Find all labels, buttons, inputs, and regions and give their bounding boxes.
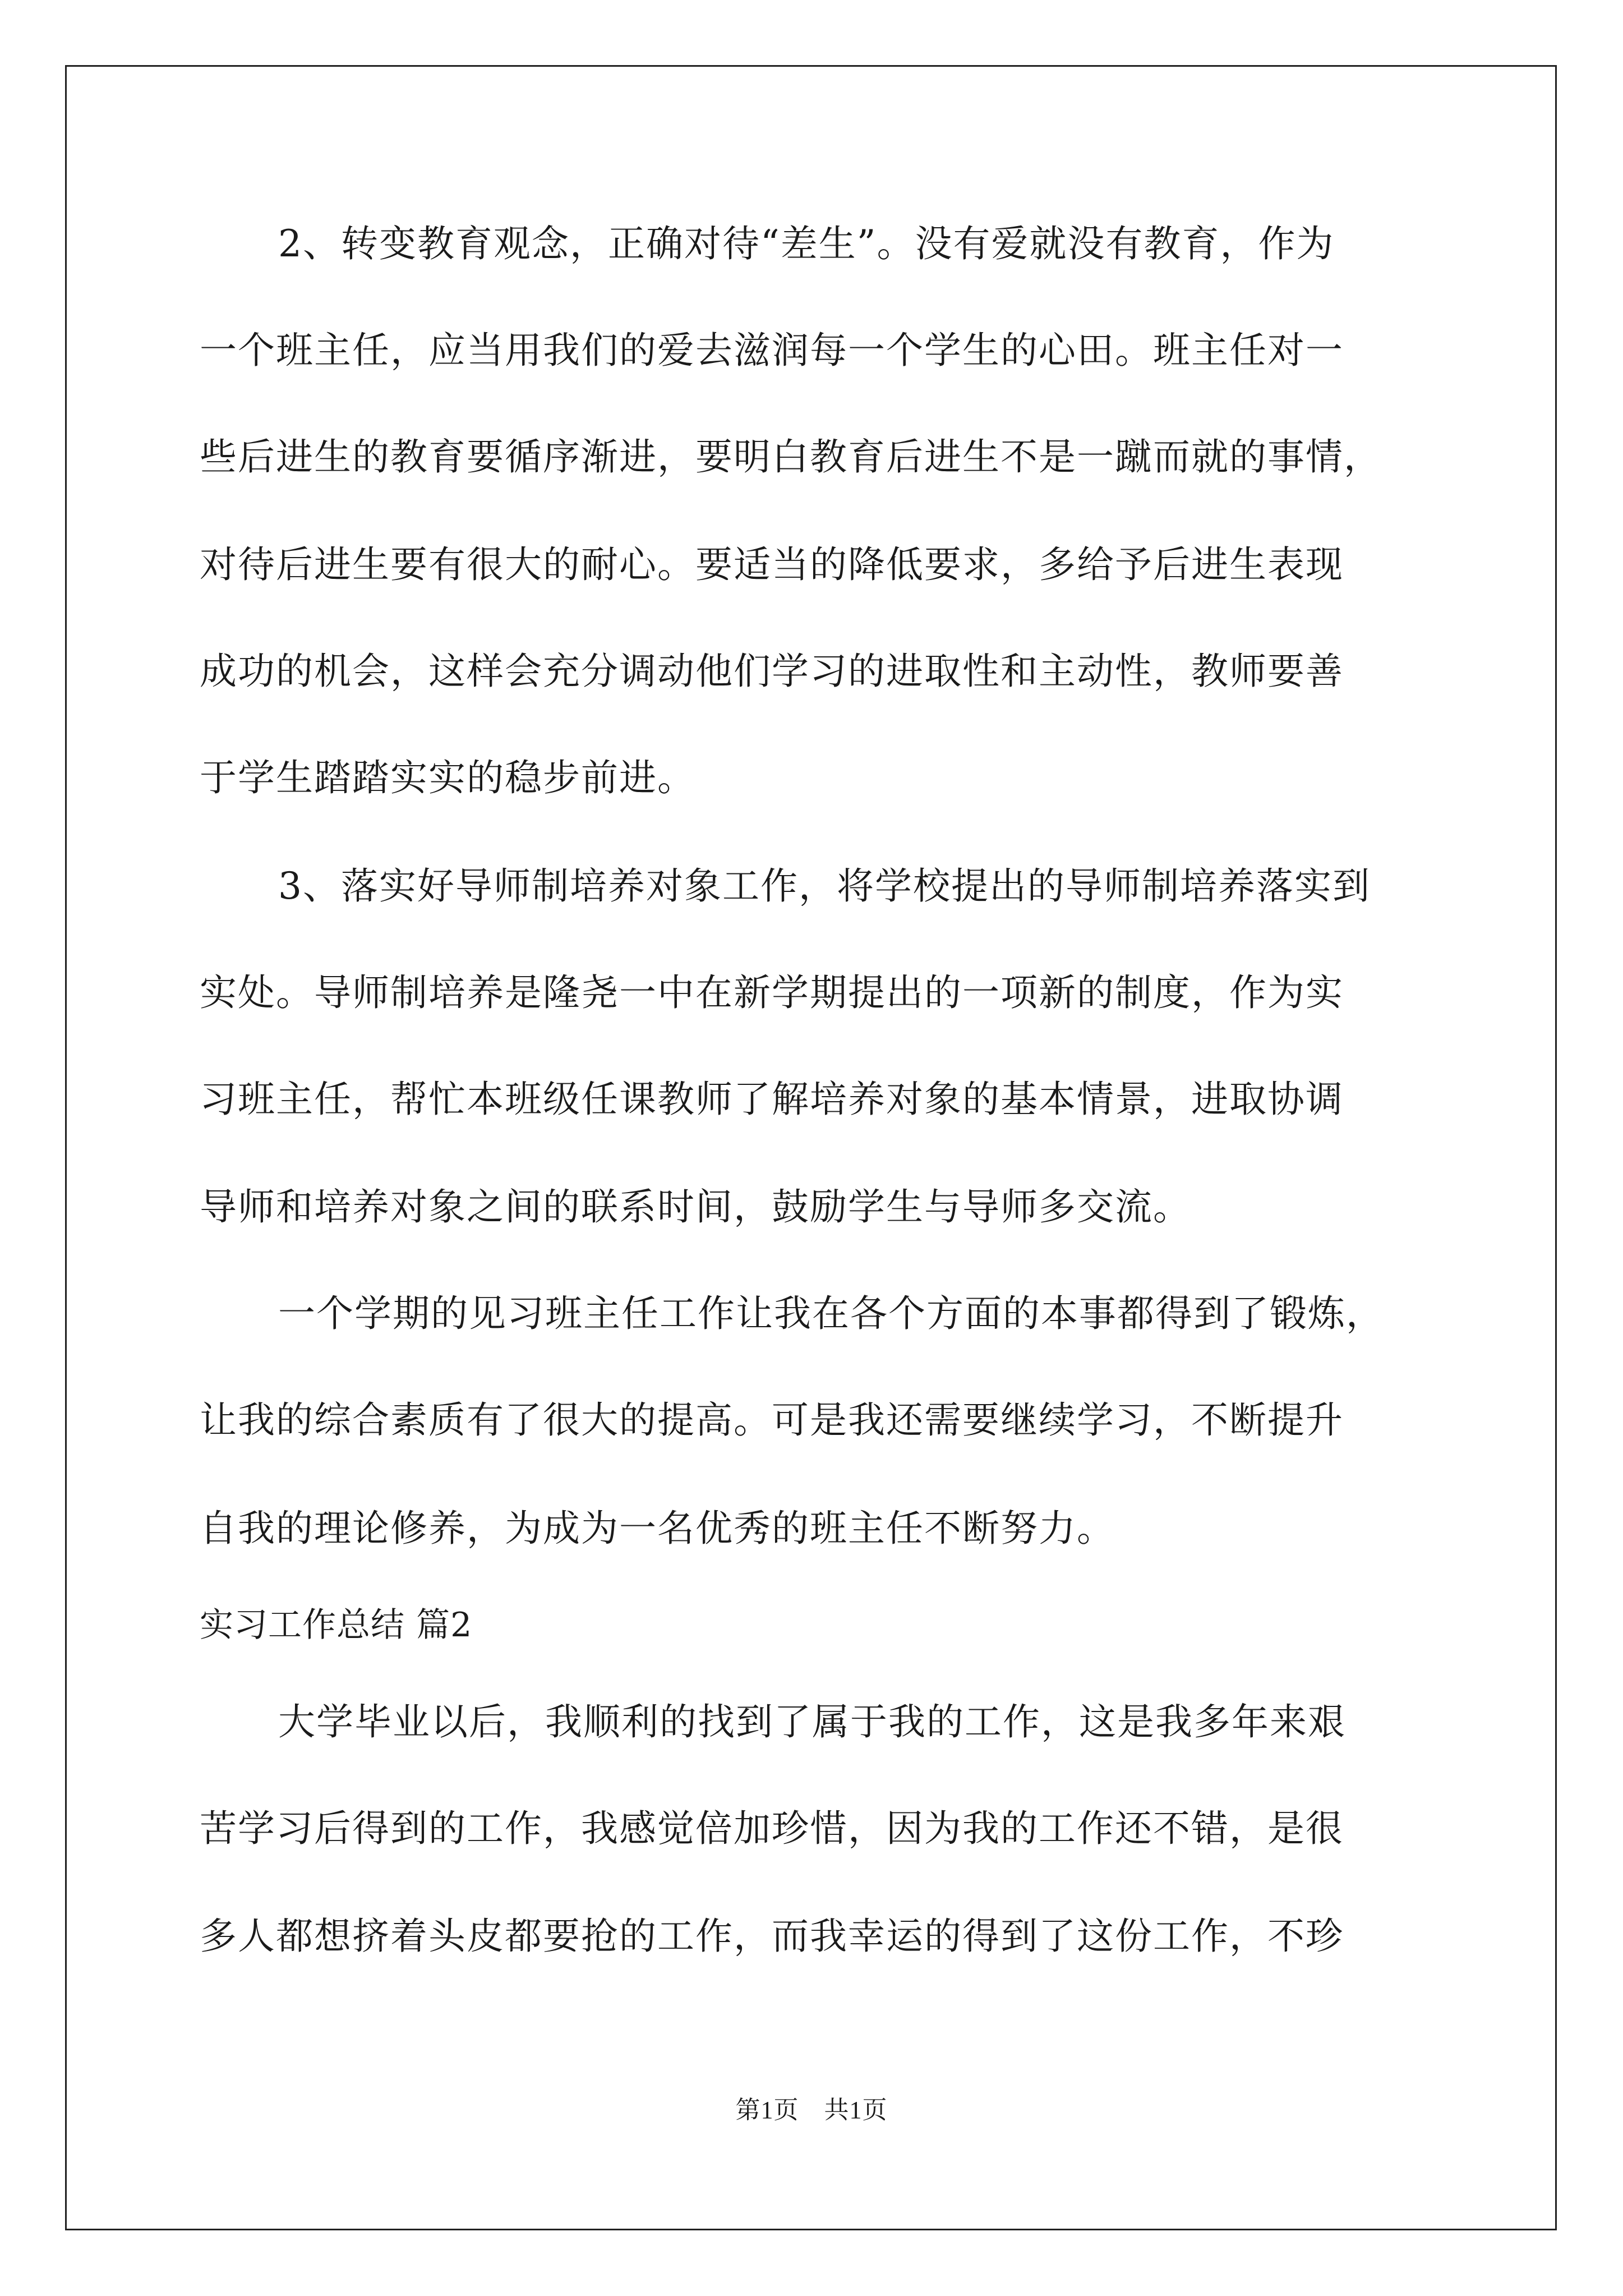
paragraph-3-line-3: 习班主任，帮忙本班级任课教师了解培养对象的基本情景，进取协调 <box>200 1078 1344 1121</box>
section-2-line-2: 苦学习后得到的工作，我感觉倍加珍惜，因为我的工作还不错，是很 <box>200 1807 1344 1850</box>
paragraph-3-line-2: 实处。导师制培养是隆尧一中在新学期提出的一项新的制度，作为实 <box>200 971 1344 1014</box>
paragraph-2-line-2: 一个班主任，应当用我们的爱去滋润每一个学生的心田。班主任对一 <box>200 329 1344 372</box>
section-2-line-1: 大学毕业以后，我顺利的找到了属于我的工作，这是我多年来艰 <box>278 1700 1346 1743</box>
paragraph-3-line-4: 导师和培养对象之间的联系时间，鼓励学生与导师多交流。 <box>200 1185 1191 1228</box>
paragraph-2-line-3: 些后进生的教育要循序渐进，要明白教育后进生不是一蹴而就的事情， <box>200 435 1382 478</box>
paragraph-2-line-5: 成功的机会，这样会充分调动他们学习的进取性和主动性，教师要善 <box>200 650 1344 693</box>
paragraph-2-line-6: 于学生踏踏实实的稳步前进。 <box>200 756 695 799</box>
closing-paragraph-line-1: 一个学期的见习班主任工作让我在各个方面的本事都得到了锻炼， <box>278 1292 1384 1335</box>
section-2-line-3: 多人都想挤着头皮都要抢的工作，而我幸运的得到了这份工作，不珍 <box>200 1915 1344 1958</box>
section-heading: 实习工作总结 篇2 <box>200 1605 473 1645</box>
closing-paragraph-line-2: 让我的综合素质有了很大的提高。可是我还需要继续学习，不断提升 <box>200 1398 1344 1442</box>
paragraph-2-line-4: 对待后进生要有很大的耐心。要适当的降低要求，多给予后进生表现 <box>200 543 1344 586</box>
paragraph-3-line-1: 3、落实好导师制培养对象工作，将学校提出的导师制培养落实到 <box>278 864 1371 908</box>
paragraph-2-line-1: 2、转变教育观念，正确对待“差生”。没有爱就没有教育，作为 <box>278 222 1335 265</box>
page-number-footer: 第1页 共1页 <box>735 2096 888 2124</box>
closing-paragraph-line-3: 自我的理论修养，为成为一名优秀的班主任不断努力。 <box>200 1507 1115 1550</box>
